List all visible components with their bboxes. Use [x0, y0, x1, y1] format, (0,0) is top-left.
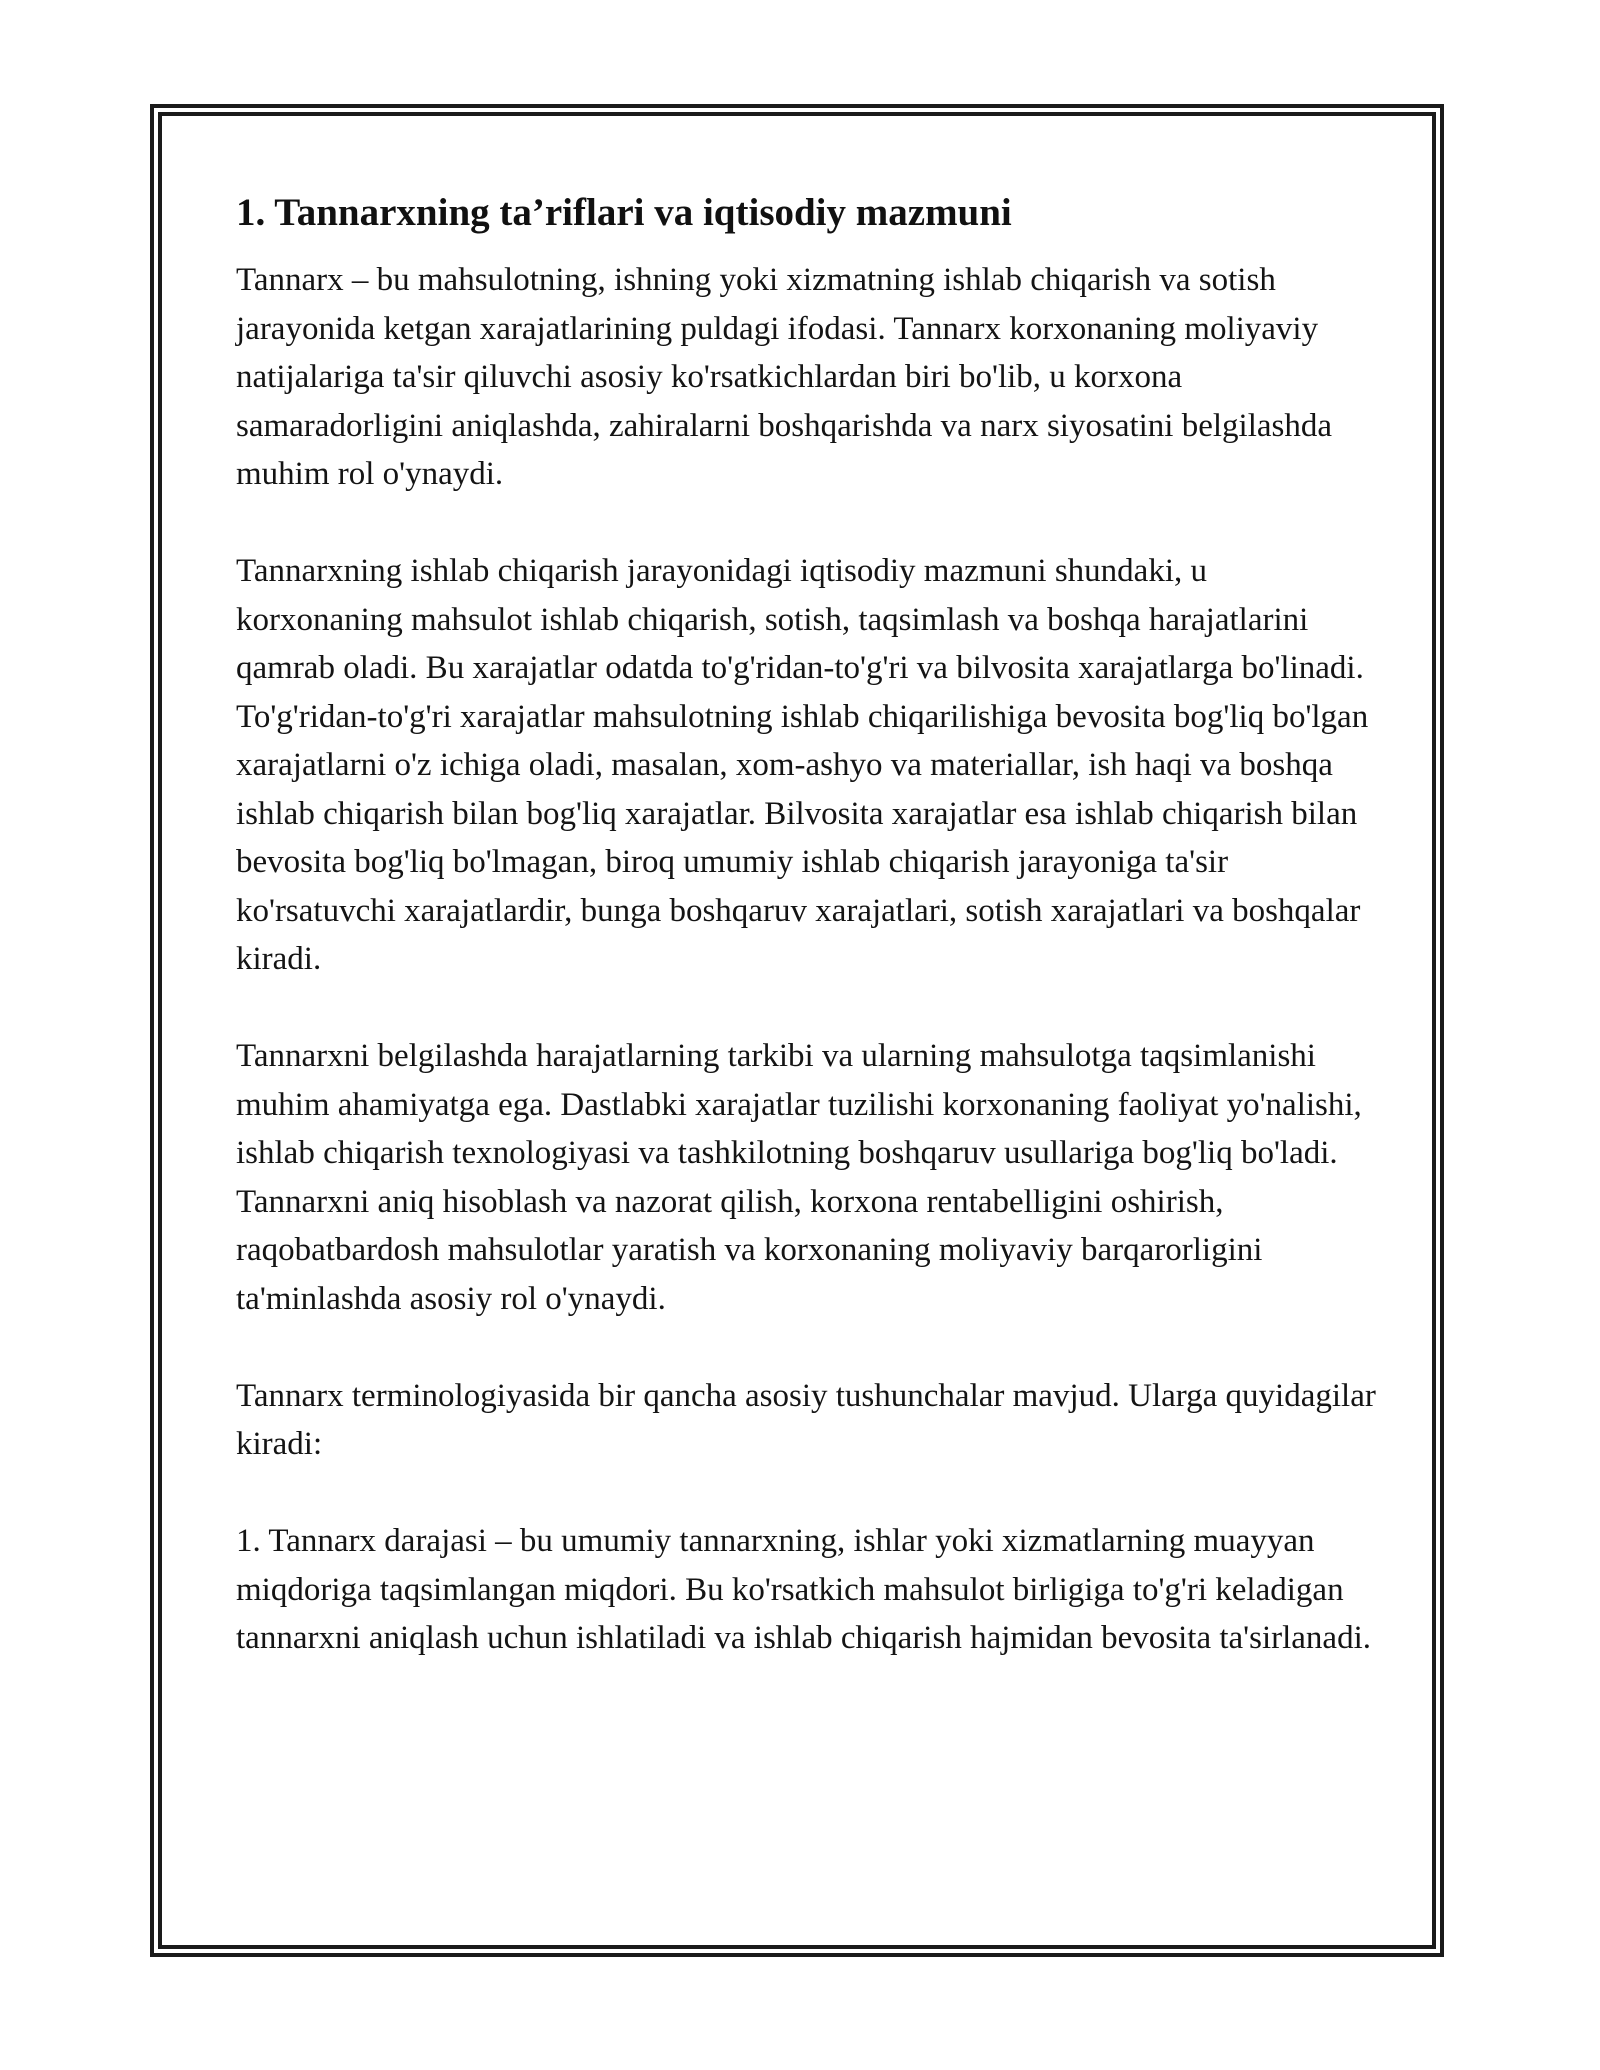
paragraph-economic-content: Tannarxning ishlab chiqarish jarayonidagi iqtisodiy mazmuni shundaki, u korxonaning mahsulot ishlab chiqarish, sotish, taqsimlash va boshqa harajatlarini qamrab oladi. Bu xarajatlar odatda to'g'ridan-to'g'ri va bilvosita xarajatlarga bo'linadi. To'g'ridan-to'g'ri xarajatlar mahsulotning ishlab chiqarilishiga bevosita bog'liq bo'lgan xarajatlarni o'z ichiga oladi, masalan, xom-ashyo va materiallar, ish haqi va boshqa ishlab chiqarish bilan bog'liq xarajatlar. Bilvosita xarajatlar esa ishlab chiqarish bilan bevosita bog'liq bo'lmagan, biroq umumiy ishlab chiqarish jarayoniga ta'sir ko'rsatuvchi xarajatlardir, bunga boshqaruv xarajatlari, sotish xarajatlari va boshqalar kiradi. — [236, 553, 1369, 977]
paragraph-cost-structure: Tannarxni belgilashda harajatlarning tarkibi va ularning mahsulotga taqsimlanishi muhim ahamiyatga ega. Dastlabki xarajatlar tuzilishi korxonaning faoliyat yo'nalishi, ishlab chiqarish texnologiyasi va tashkilotning boshqaruv usullariga bog'liq bo'ladi. Tannarxni aniq hisoblash va nazorat qilish, korxona rentabelligini oshirish, raqobatbardosh mahsulotlar yaratish va korxonaning moliyaviy barqarorligini ta'minlashda asosiy rol o'ynaydi. — [236, 1038, 1362, 1317]
document-body — [236, 186, 1376, 1711]
paragraph-definition: Tannarx – bu mahsulotning, ishning yoki xizmatning ishlab chiqarish va sotish jarayonida ketgan xarajatlarining puldagi ifodasi. Tannarx korxonaning moliyaviy natijalariga ta'sir qiluvchi asosiy ko'rsatkichlardan biri bo'lib, u korxona samaradorligini aniqlashda, zahiralarni boshqarishda va narx siyosatini belgilashda muhim rol o'ynaydi. — [236, 262, 1333, 492]
paragraph-terminology-intro: Tannarx terminologiyasida bir qancha asosiy tushunchalar mavjud. Ularga quyidagilar kiradi: — [236, 1377, 1376, 1462]
section-heading: 1. Tannarxning ta’riflari va iqtisodiy mazmuni — [236, 191, 1012, 234]
paragraph-cost-level: 1. Tannarx darajasi – bu umumiy tannarxning, ishlar yoki xizmatlarning muayyan miqdoriga taqsimlangan miqdori. Bu ko'rsatkich mahsulot birligiga to'g'ri keladigan tannarxni aniqlash uchun ishlatiladi va ishlab chiqarish hajmidan bevosita ta'sirlanadi. — [236, 1523, 1371, 1656]
